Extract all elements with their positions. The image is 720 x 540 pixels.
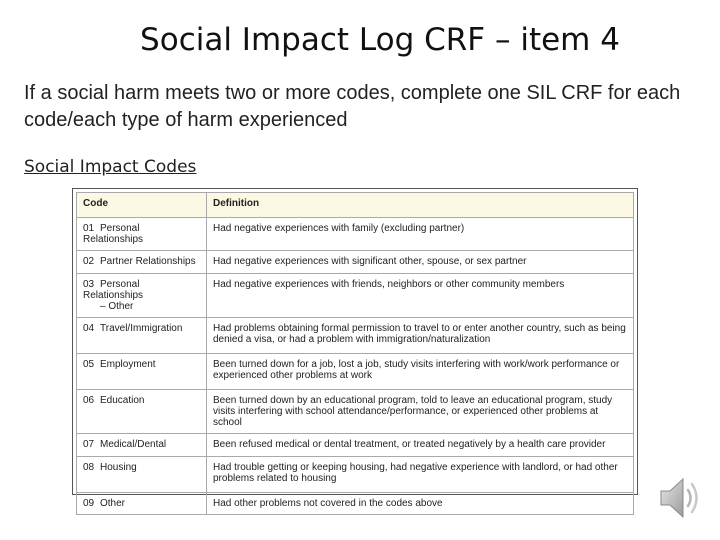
code-number: 01 bbox=[83, 223, 95, 234]
code-name: Partner Relationships bbox=[100, 256, 196, 267]
code-number: 08 bbox=[83, 462, 95, 473]
code-number: 09 bbox=[83, 498, 95, 509]
code-cell bbox=[77, 434, 207, 457]
table-row bbox=[77, 493, 634, 515]
table-header-row bbox=[77, 193, 634, 218]
table-row bbox=[77, 274, 634, 318]
code-name: Personal Relationships bbox=[83, 223, 144, 245]
speaker-icon[interactable] bbox=[655, 472, 705, 524]
definition-cell: Had negative experiences with significant other, spouse, or sex partner bbox=[207, 251, 634, 274]
code-cell bbox=[77, 274, 207, 318]
slide-subtitle: If a social harm meets two or more codes, complete one SIL CRF for each code/each type of harm experienced bbox=[24, 82, 681, 131]
code-number: 07 bbox=[83, 439, 95, 450]
code-name: Medical/Dental bbox=[100, 439, 167, 450]
code-number: 04 bbox=[83, 323, 95, 334]
code-cell bbox=[77, 318, 207, 354]
code-number: 02 bbox=[83, 256, 95, 267]
table-row bbox=[77, 457, 634, 493]
code-number: 05 bbox=[83, 359, 95, 370]
header-code: Code bbox=[77, 193, 207, 218]
table-row bbox=[77, 218, 634, 251]
code-cell bbox=[77, 390, 207, 434]
header-definition: Definition bbox=[207, 193, 634, 218]
table-row bbox=[77, 434, 634, 457]
table-row bbox=[77, 354, 634, 390]
code-number: 03 bbox=[83, 279, 95, 290]
slide-title: Social Impact Log CRF – item 4 bbox=[140, 22, 620, 58]
code-name: Personal Relationships bbox=[83, 279, 144, 301]
code-name-continuation: – Other bbox=[100, 301, 134, 312]
definition-cell: Been turned down by an educational program, told to leave an educational program, study visits interfering with school attendance/performance, or experienced other problems at school bbox=[207, 390, 634, 434]
definition-cell: Had negative experiences with family (excluding partner) bbox=[207, 218, 634, 251]
code-cell bbox=[77, 251, 207, 274]
social-impact-codes-table bbox=[76, 192, 634, 515]
definition-cell: Had other problems not covered in the codes above bbox=[207, 493, 634, 515]
code-cell bbox=[77, 218, 207, 251]
code-name: Other bbox=[100, 498, 126, 509]
table-row bbox=[77, 251, 634, 274]
code-number: 06 bbox=[83, 395, 95, 406]
code-cell bbox=[77, 354, 207, 390]
definition-cell: Been refused medical or dental treatment, or treated negatively by a health care provider bbox=[207, 434, 634, 457]
code-name: Education bbox=[100, 395, 145, 406]
code-cell bbox=[77, 457, 207, 493]
code-cell bbox=[77, 493, 207, 515]
definition-cell: Had negative experiences with friends, neighbors or other community members bbox=[207, 274, 634, 318]
definition-cell: Been turned down for a job, lost a job, study visits interfering with work/work performance or experienced other problems at work bbox=[207, 354, 634, 390]
definition-cell: Had trouble getting or keeping housing, had negative experience with landlord, or had other problems related to housing bbox=[207, 457, 634, 493]
code-name: Employment bbox=[100, 359, 156, 370]
code-name: Housing bbox=[100, 462, 137, 473]
codes-table-frame bbox=[72, 188, 638, 509]
table-row bbox=[77, 318, 634, 354]
speaker-icon-graphic bbox=[655, 472, 705, 524]
code-name: Travel/Immigration bbox=[100, 323, 183, 334]
table-row bbox=[77, 390, 634, 434]
section-heading: Social Impact Codes bbox=[24, 157, 197, 177]
definition-cell: Had problems obtaining formal permission to travel to or enter another country, such as being denied a visa, or had a problem with immigration/naturalization bbox=[207, 318, 634, 354]
